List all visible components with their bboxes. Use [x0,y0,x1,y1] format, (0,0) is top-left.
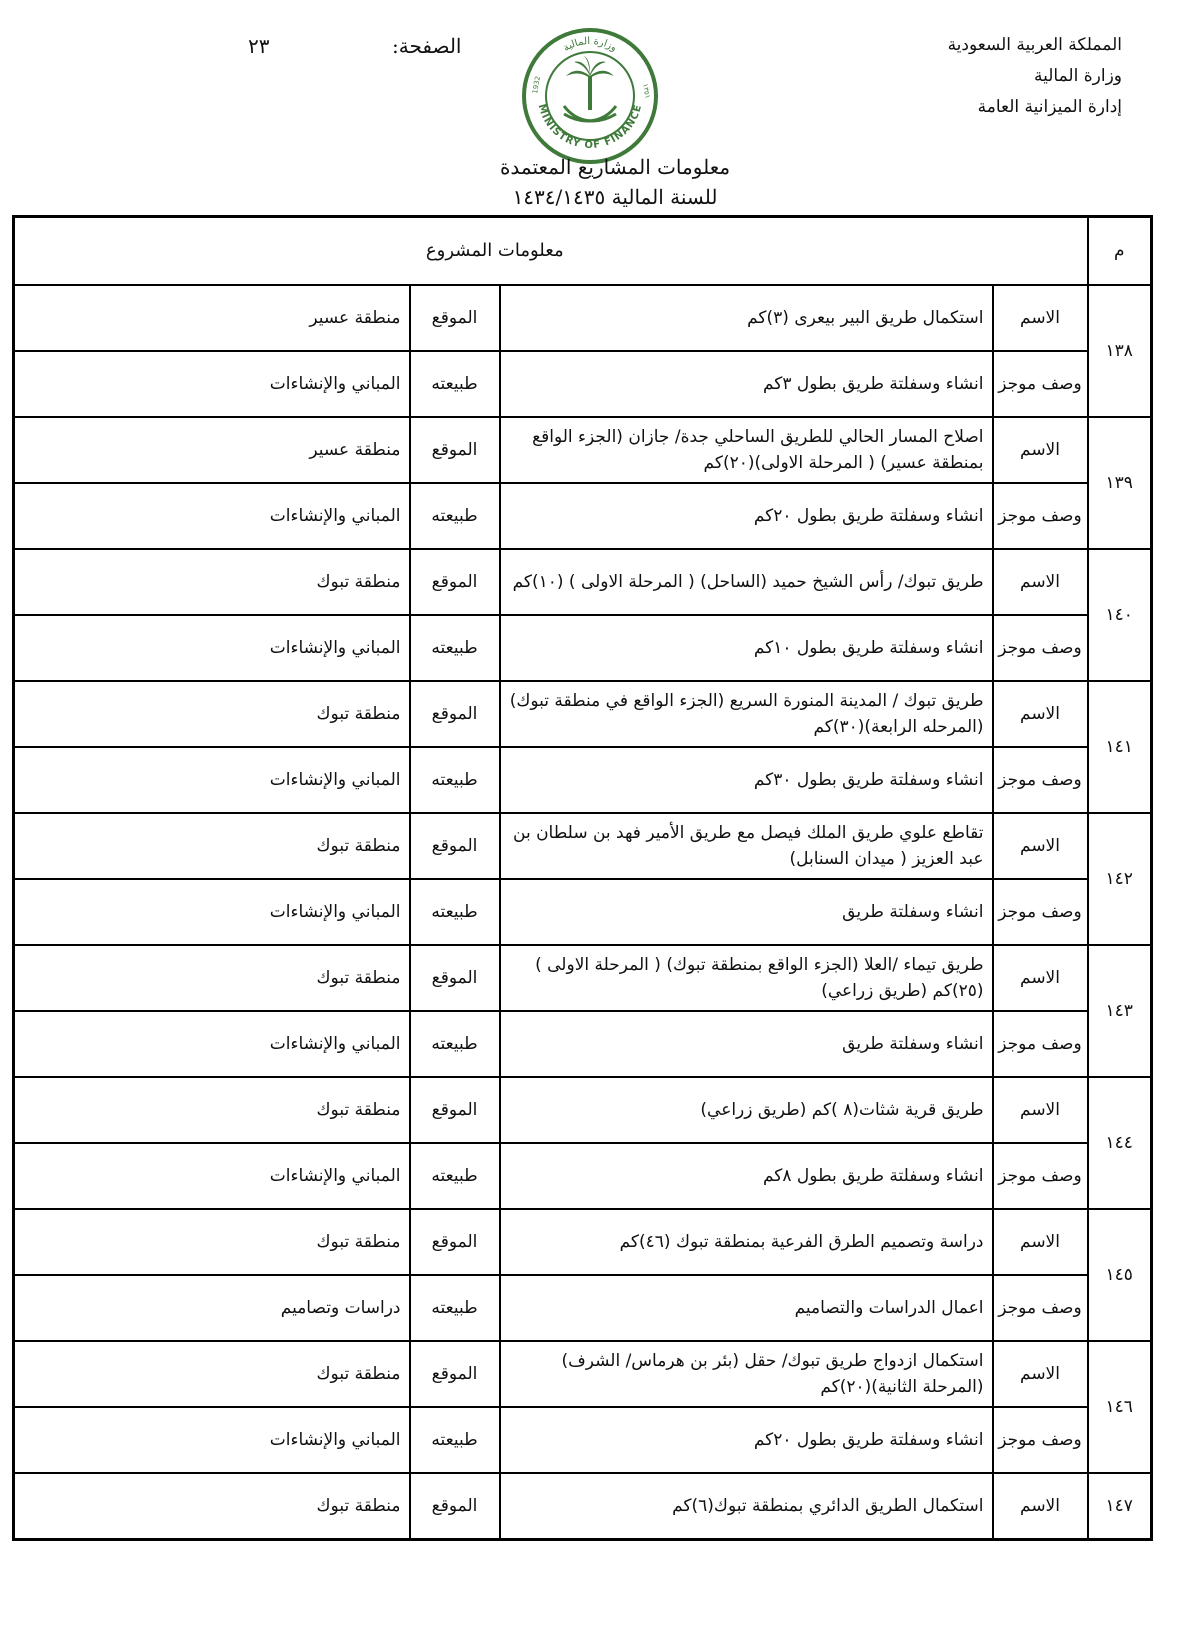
description-label: وصف موجز [993,747,1088,813]
project-nature: المباني والإنشاءات [14,1011,410,1077]
header-block [862,30,1122,123]
column-header-m: م [1088,217,1152,286]
description-label: وصف موجز [993,1011,1088,1077]
page-label: الصفحة: [392,34,462,58]
title-line-2: للسنة المالية ١٤٣٤/١٤٣٥ [512,185,718,209]
location-label: الموقع [410,549,500,615]
project-description: انشاء وسفلتة طريق [500,1011,993,1077]
project-nature: المباني والإنشاءات [14,351,410,417]
location-label: الموقع [410,1077,500,1143]
kingdom-name: المملكة العربية السعودية [947,35,1122,55]
project-location: منطقة تبوك [14,813,410,879]
location-label: الموقع [410,417,500,483]
document-title [0,152,1200,212]
project-location: منطقة تبوك [14,549,410,615]
project-number: ١٤٣ [1088,945,1152,1077]
table-header-row [14,217,1152,286]
project-number: ١٣٨ [1088,285,1152,417]
project-name: طريق قرية شثات(٨ )كم (طريق زراعي) [500,1077,993,1143]
project-desc-row [14,879,1152,945]
description-label: وصف موجز [993,615,1088,681]
project-nature: المباني والإنشاءات [14,1143,410,1209]
project-number: ١٤٦ [1088,1341,1152,1473]
project-location: منطقة تبوك [14,1341,410,1407]
project-desc-row [14,483,1152,549]
project-name: طريق تبوك/ رأس الشيخ حميد (الساحل) ( المرحلة الاولى ) (١٠)كم [500,549,993,615]
nature-label: طبيعته [410,747,500,813]
name-label: الاسم [993,1473,1088,1540]
project-desc-row [14,1011,1152,1077]
nature-label: طبيعته [410,351,500,417]
project-description: اعمال الدراسات والتصاميم [500,1275,993,1341]
project-location: منطقة تبوك [14,681,410,747]
nature-label: طبيعته [410,1407,500,1473]
project-name-row [14,1341,1152,1407]
project-nature: المباني والإنشاءات [14,879,410,945]
description-label: وصف موجز [993,879,1088,945]
description-label: وصف موجز [993,351,1088,417]
project-description: انشاء وسفلتة طريق [500,879,993,945]
name-label: الاسم [993,681,1088,747]
name-label: الاسم [993,1209,1088,1275]
palm-tree-icon [566,56,614,110]
name-label: الاسم [993,813,1088,879]
logo-english-text: MINISTRY OF FINANCE [535,102,645,152]
project-name-row [14,1209,1152,1275]
column-header-info: معلومات المشروع [14,217,1088,286]
project-nature: المباني والإنشاءات [14,615,410,681]
project-name-row [14,813,1152,879]
description-label: وصف موجز [993,483,1088,549]
location-label: الموقع [410,681,500,747]
project-name-row [14,1473,1152,1540]
name-label: الاسم [993,417,1088,483]
department-name: إدارة الميزانية العامة [977,97,1122,117]
svg-text:MINISTRY OF FINANCE [536,103,645,151]
projects-table [12,215,1153,1541]
description-label: وصف موجز [993,1275,1088,1341]
name-label: الاسم [993,549,1088,615]
project-nature: المباني والإنشاءات [14,1407,410,1473]
project-description: انشاء وسفلتة طريق بطول ٨كم [500,1143,993,1209]
project-name: طريق تبوك / المدينة المنورة السريع (الجزء الواقع في منطقة تبوك) (المرحله الرابعة)(٣٠)كم [500,681,993,747]
nature-label: طبيعته [410,615,500,681]
name-label: الاسم [993,1077,1088,1143]
project-number: ١٤٠ [1088,549,1152,681]
project-description: انشاء وسفلتة طريق بطول ١٠كم [500,615,993,681]
name-label: الاسم [993,945,1088,1011]
project-name: استكمال طريق البير بيعرى (٣)كم [500,285,993,351]
project-name: استكمال الطريق الدائري بمنطقة تبوك(٦)كم [500,1473,993,1540]
project-number: ١٤٢ [1088,813,1152,945]
project-number: ١٤٤ [1088,1077,1152,1209]
project-description: انشاء وسفلتة طريق بطول ٣كم [500,351,993,417]
project-location: منطقة عسير [14,417,410,483]
location-label: الموقع [410,1341,500,1407]
project-name-row [14,549,1152,615]
project-number: ١٤٥ [1088,1209,1152,1341]
page-number: ٢٣ [248,34,270,58]
project-nature: دراسات وتصاميم [14,1275,410,1341]
project-name-row [14,417,1152,483]
project-name: استكمال ازدواج طريق تبوك/ حقل (بئر بن هرماس/ الشرف) (المرحلة الثانية)(٢٠)كم [500,1341,993,1407]
project-desc-row [14,747,1152,813]
logo-arabic-text: وزارة المالية [561,35,619,54]
location-label: الموقع [410,945,500,1011]
project-name-row [14,1077,1152,1143]
location-label: الموقع [410,1473,500,1540]
nature-label: طبيعته [410,1011,500,1077]
nature-label: طبيعته [410,1275,500,1341]
project-number: ١٤٧ [1088,1473,1152,1540]
project-desc-row [14,351,1152,417]
project-location: منطقة تبوك [14,1209,410,1275]
project-number: ١٤١ [1088,681,1152,813]
project-name: تقاطع علوي طريق الملك فيصل مع طريق الأمير فهد بن سلطان بن عبد العزيز ( ميدان السنابل) [500,813,993,879]
project-location: منطقة تبوك [14,1077,410,1143]
project-description: انشاء وسفلتة طريق بطول ٢٠كم [500,483,993,549]
project-name-row [14,681,1152,747]
project-nature: المباني والإنشاءات [14,483,410,549]
project-number: ١٣٩ [1088,417,1152,549]
nature-label: طبيعته [410,483,500,549]
name-label: الاسم [993,1341,1088,1407]
location-label: الموقع [410,813,500,879]
project-nature: المباني والإنشاءات [14,747,410,813]
project-desc-row [14,1407,1152,1473]
location-label: الموقع [410,1209,500,1275]
project-name-row [14,285,1152,351]
project-name: اصلاح المسار الحالي للطريق الساحلي جدة/ جازان (الجزء الواقع بمنطقة عسير) ( المرحلة الاولى)(٢٠)كم [500,417,993,483]
ministry-logo [520,26,660,166]
project-desc-row [14,615,1152,681]
description-label: وصف موجز [993,1143,1088,1209]
logo-year-left: 1932 [531,75,543,95]
project-desc-row [14,1275,1152,1341]
location-label: الموقع [410,285,500,351]
project-name: دراسة وتصميم الطرق الفرعية بمنطقة تبوك (٤٦)كم [500,1209,993,1275]
ministry-name: وزارة المالية [1034,66,1122,86]
project-desc-row [14,1143,1152,1209]
project-name-row [14,945,1152,1011]
description-label: وصف موجز [993,1407,1088,1473]
project-description: انشاء وسفلتة طريق بطول ٣٠كم [500,747,993,813]
logo-year-right: ١٣٥١ [641,82,652,100]
project-location: منطقة تبوك [14,1473,410,1540]
project-name: طريق تيماء /العلا (الجزء الواقع بمنطقة تبوك) ( المرحلة الاولى )(٢٥)كم (طريق زراعي) [500,945,993,1011]
project-description: انشاء وسفلتة طريق بطول ٢٠كم [500,1407,993,1473]
name-label: الاسم [993,285,1088,351]
title-line-1: معلومات المشاريع المعتمدة [499,155,731,179]
nature-label: طبيعته [410,1143,500,1209]
project-location: منطقة عسير [14,285,410,351]
project-location: منطقة تبوك [14,945,410,1011]
nature-label: طبيعته [410,879,500,945]
